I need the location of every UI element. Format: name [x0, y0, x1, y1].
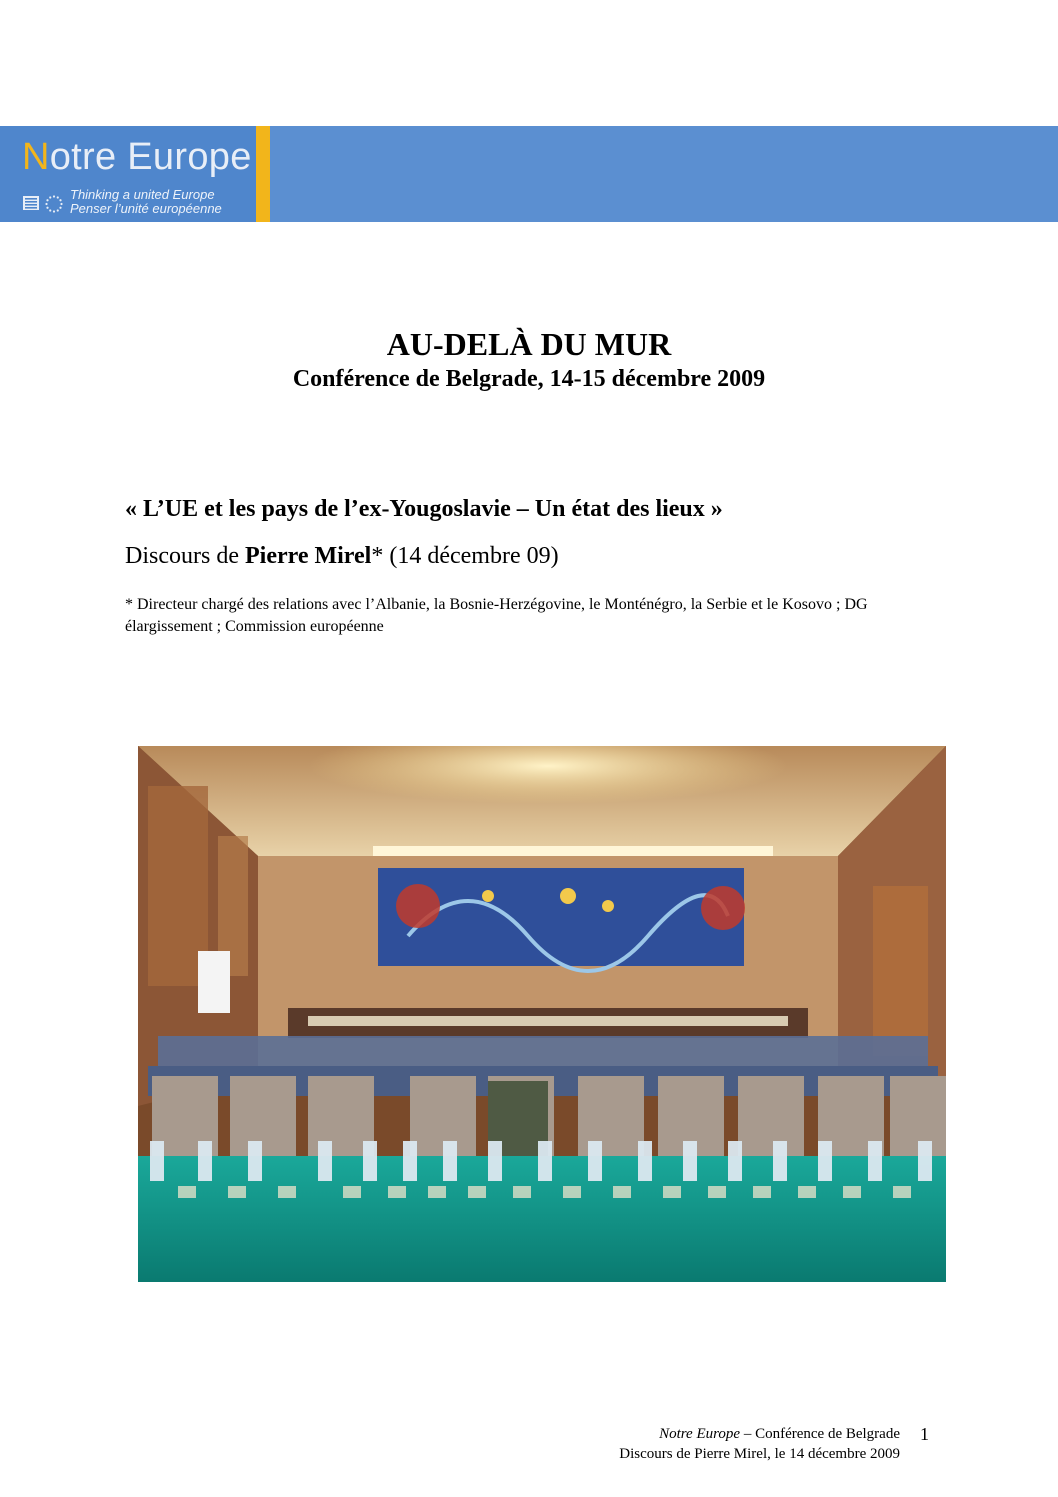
eu-stars-icon	[44, 194, 64, 214]
speech-byline	[125, 543, 559, 570]
footer-conference: – Conférence de Belgrade	[740, 1426, 900, 1442]
footer-line-1	[500, 1424, 900, 1444]
tagline-fr: Penser l’unité européenne	[70, 201, 222, 216]
page-subtitle: Conférence de Belgrade, 14-15 décembre 2009	[292, 366, 766, 392]
page-footer	[500, 1424, 900, 1464]
footer-line-2: Discours de Pierre Mirel, le 14 décembre 2009	[619, 1446, 900, 1462]
tagline-en: Thinking a united Europe	[70, 187, 215, 202]
byline-prefix: Discours de	[125, 543, 245, 569]
document-lines-icon	[22, 194, 40, 212]
footer-brand: Notre Europe	[659, 1426, 741, 1442]
speaker-name: Pierre Mirel	[244, 543, 372, 569]
speaker-footnote: * Directeur chargé des relations avec l’Albanie, la Bosnie-Herzégovine, le Monténégro, la Serbie et le Kosovo ; DG élargissement ; Commission européenne	[125, 596, 868, 635]
speech-title: « L’UE et les pays de l’ex-Yougoslavie – Un état des lieux »	[125, 496, 723, 522]
page-number: 1	[920, 1424, 929, 1444]
logo-tagline	[70, 188, 222, 216]
logo-name-rest: otre Europe	[49, 136, 252, 178]
logo-accent-bar	[256, 126, 270, 222]
logo-wordmark	[22, 136, 252, 179]
byline-suffix: * (14 décembre 09)	[371, 543, 559, 569]
logo-initial: N	[22, 136, 50, 178]
page-title: AU-DELÀ DU MUR	[386, 326, 672, 362]
conference-room-photo	[138, 746, 946, 1282]
